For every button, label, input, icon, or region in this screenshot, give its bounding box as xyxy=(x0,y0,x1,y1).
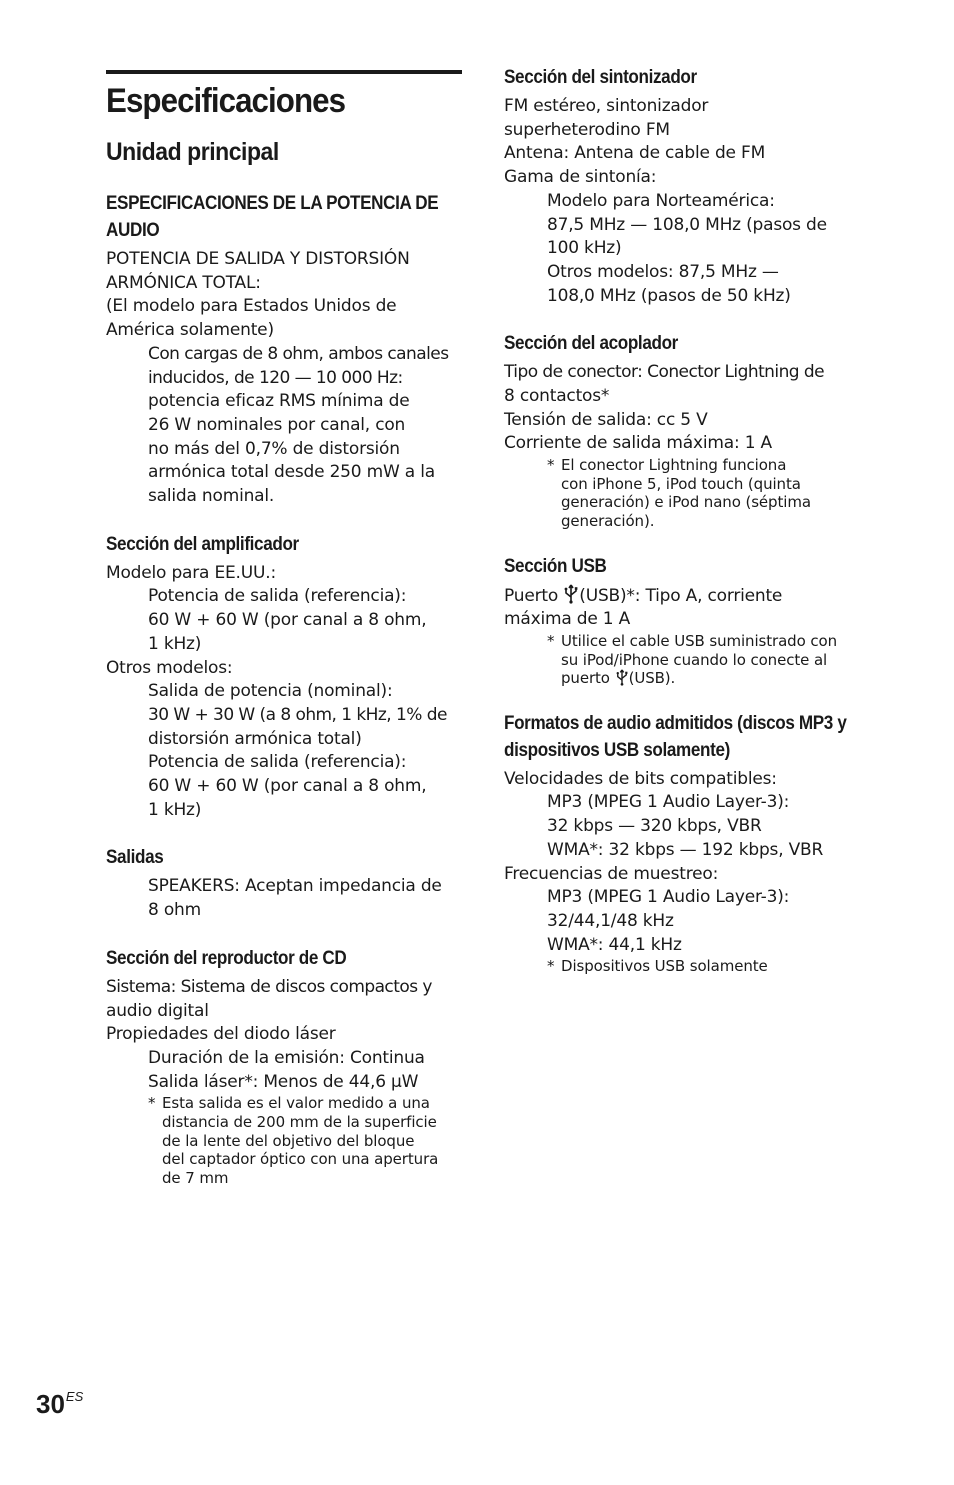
text-line: 8 contactos* xyxy=(504,386,610,407)
section-heading: Salidas xyxy=(106,847,164,869)
text-line: armónica total desde 250 mW a la xyxy=(148,462,435,483)
section-tuner xyxy=(504,64,862,308)
text-line: potencia eficaz RMS mínima de xyxy=(148,391,410,412)
note-line: distancia de 200 mm de la superficie xyxy=(162,1112,437,1131)
text-line: no más del 0,7% de distorsión xyxy=(148,438,400,459)
section-heading: Sección del reproductor de CD xyxy=(106,947,347,969)
section-heading: Sección del sintonizador xyxy=(504,67,697,88)
text-line: 32/44,1/48 kHz xyxy=(547,910,674,931)
note-line: Utilice el cable USB suministrado con xyxy=(561,631,837,650)
text-line: Propiedades del diodo láser xyxy=(106,1024,336,1045)
section-heading: ESPECIFICACIONES DE LA POTENCIA DE AUDIO xyxy=(106,193,439,241)
note-line: Dispositivos USB solamente xyxy=(561,957,768,976)
note-line: del captador óptico con una apertura xyxy=(162,1150,439,1169)
text-line: SPEAKERS: Aceptan impedancia de xyxy=(148,876,442,897)
text-line: Salida láser*: Menos de 44,6 µW xyxy=(148,1071,419,1092)
note-line: su iPod/iPhone cuando lo conecte al xyxy=(561,650,828,669)
usb-icon xyxy=(616,669,628,686)
right-column xyxy=(504,64,862,998)
text-fragment: (USB)*: Tipo A, corriente xyxy=(579,585,783,606)
note-line: con iPhone 5, iPod touch (quinta xyxy=(561,474,801,493)
text-line: salida nominal. xyxy=(148,486,275,507)
footnote xyxy=(504,957,862,976)
text-line: MP3 (MPEG 1 Audio Layer-3): xyxy=(547,887,790,908)
text-line: 8 ohm xyxy=(148,900,201,921)
text-line: Sistema: Sistema de discos compactos y xyxy=(106,976,432,997)
text-line: Salida de potencia (nominal): xyxy=(148,681,393,702)
usb-port-line xyxy=(504,584,862,609)
text-line: máxima de 1 A xyxy=(504,609,631,630)
text-line: 87,5 MHz — 108,0 MHz (pasos de xyxy=(547,214,827,235)
text-fragment: (USB). xyxy=(628,669,676,688)
text-line: (El modelo para Estados Unidos de xyxy=(106,296,397,317)
note-line: de 7 mm xyxy=(162,1168,229,1187)
page-title: Especificaciones xyxy=(106,82,346,120)
text-line: Con cargas de 8 ohm, ambos canales xyxy=(148,343,449,364)
text-line: Antena: Antena de cable de FM xyxy=(504,143,766,164)
text-line: Velocidades de bits compatibles: xyxy=(504,768,777,789)
page-number-value: 30 xyxy=(36,1389,65,1419)
text-line: MP3 (MPEG 1 Audio Layer-3): xyxy=(547,792,790,813)
text-line: WMA*: 44,1 kHz xyxy=(547,934,682,955)
note-line: generación). xyxy=(561,511,655,530)
text-line: 1 kHz) xyxy=(148,799,202,820)
note-line: de la lente del objetivo del bloque xyxy=(162,1131,415,1150)
text-line: Gama de sintonía: xyxy=(504,167,657,188)
text-line: 30 W + 30 W (a 8 ohm, 1 kHz, 1% de xyxy=(148,704,447,725)
page-language-suffix: ES xyxy=(65,1389,84,1404)
text-line: FM estéreo, sintonizador xyxy=(504,96,709,116)
note-line xyxy=(561,669,862,688)
section-heading: Sección USB xyxy=(504,555,607,577)
text-line: ARMÓNICA TOTAL: xyxy=(106,272,261,293)
note-line: generación) e iPod nano (séptima xyxy=(561,493,811,512)
section-usb xyxy=(504,553,862,688)
text-line: Potencia de salida (referencia): xyxy=(148,752,407,773)
text-line: 60 W + 60 W (por canal a 8 ohm, xyxy=(148,610,427,631)
usb-icon xyxy=(564,584,578,604)
page-number xyxy=(36,1381,83,1420)
footnote-mark: * xyxy=(547,631,555,650)
section-audio-power xyxy=(106,190,462,509)
text-line: Potencia de salida (referencia): xyxy=(148,586,407,607)
text-fragment: puerto xyxy=(561,669,610,688)
footnote xyxy=(504,632,862,688)
text-line: WMA*: 32 kbps — 192 kbps, VBR xyxy=(547,839,824,860)
section-outputs xyxy=(106,844,462,922)
text-line: 100 kHz) xyxy=(547,238,622,259)
footnote-mark: * xyxy=(547,456,555,475)
text-line: 1 kHz) xyxy=(148,633,202,654)
text-line: Tensión de salida: cc 5 V xyxy=(504,409,708,430)
section-audio-formats xyxy=(504,710,862,976)
text-line: 32 kbps — 320 kbps, VBR xyxy=(547,816,762,837)
text-line: Otros modelos: 87,5 MHz — xyxy=(547,261,779,282)
text-line: 60 W + 60 W (por canal a 8 ohm, xyxy=(148,776,427,797)
text-line: Otros modelos: xyxy=(106,657,233,678)
text-line: 108,0 MHz (pasos de 50 kHz) xyxy=(547,285,791,306)
footnote xyxy=(504,456,862,530)
text-line: Frecuencias de muestreo: xyxy=(504,863,719,884)
text-line: audio digital xyxy=(106,1000,209,1021)
text-line: América solamente) xyxy=(106,320,274,341)
page-subtitle: Unidad principal xyxy=(106,138,279,166)
section-heading: Sección del acoplador xyxy=(504,333,678,355)
text-fragment: Puerto xyxy=(504,585,559,606)
section-amplifier xyxy=(106,531,462,823)
left-column xyxy=(106,70,462,1209)
text-line: superheterodino FM xyxy=(504,119,670,140)
note-line: El conector Lightning funciona xyxy=(561,456,787,475)
text-line: POTENCIA DE SALIDA Y DISTORSIÓN xyxy=(106,249,410,269)
text-line: 26 W nominales por canal, con xyxy=(148,414,406,435)
footnote-mark: * xyxy=(148,1094,156,1113)
text-line: Corriente de salida máxima: 1 A xyxy=(504,433,772,454)
text-line: distorsión armónica total) xyxy=(148,728,362,749)
note-line: Esta salida es el valor medido a una xyxy=(162,1094,430,1113)
section-dock xyxy=(504,330,862,530)
title-rule xyxy=(106,70,462,74)
text-line: Duración de la emisión: Continua xyxy=(148,1047,425,1068)
footnote xyxy=(106,1094,462,1187)
section-cd-player xyxy=(106,945,462,1187)
text-line: Modelo para EE.UU.: xyxy=(106,562,276,583)
text-line: Tipo de conector: Conector Lightning de xyxy=(504,362,825,383)
footnote-mark: * xyxy=(547,957,555,976)
text-line: inducidos, de 120 — 10 000 Hz: xyxy=(148,367,403,388)
section-heading: Sección del amplificador xyxy=(106,533,299,555)
text-line: Modelo para Norteamérica: xyxy=(547,190,775,211)
section-heading: Formatos de audio admitidos (discos MP3 y dispositivos USB solamente) xyxy=(504,712,847,761)
